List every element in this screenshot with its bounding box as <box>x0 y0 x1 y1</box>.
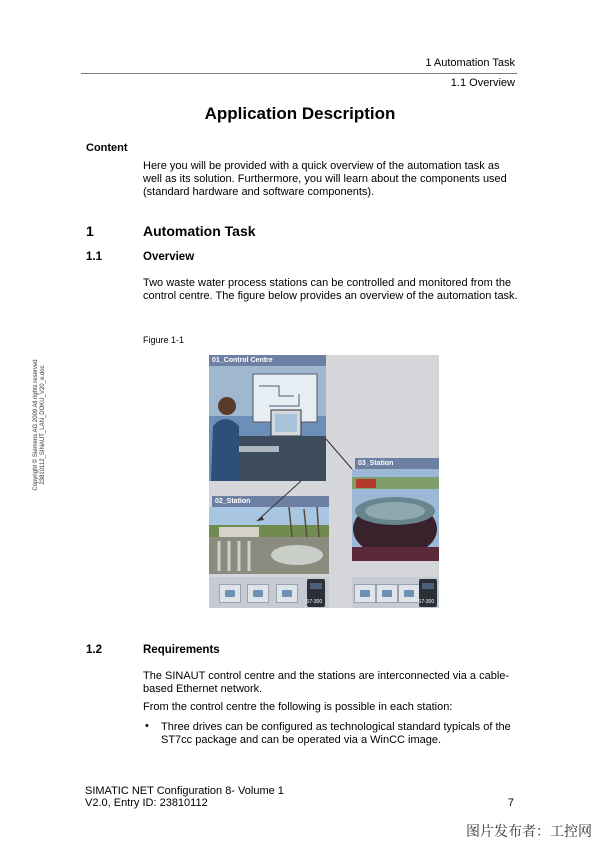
section-1-2-title: Requirements <box>143 644 220 656</box>
section-1-2-bullet-1: Three drives can be configured as technological standard typicals of the ST7cc package and can be operated via a WinCC image. <box>161 721 511 746</box>
footer-line-1: SIMATIC NET Configuration 8- Volume 1 <box>85 785 284 797</box>
section-1-1-title: Overview <box>143 251 195 263</box>
drive-module-icon <box>354 584 376 603</box>
plc-label: S7-300 <box>418 599 435 605</box>
drive-module-icon <box>247 584 269 603</box>
drive-module-icon <box>376 584 398 603</box>
watermark: 图片发布者：工控网 <box>466 823 592 839</box>
drive-module-icon <box>219 584 241 603</box>
station-03-modules <box>352 577 439 608</box>
content-text: Here you will be provided with a quick overview of the automation task as well as its solution. Furthermore, you will learn about the components used (standard hardware and software components). <box>143 160 507 198</box>
section-1-1-text: Two waste water process stations can be controlled and monitored from the control centre. The figure below provides an overview of the automation task. <box>143 277 518 302</box>
panel-title-station-02: 02_Station <box>212 496 329 507</box>
automation-overview-figure <box>209 355 439 608</box>
copyright-line-2: 23810112_SINAUT_LAN_DOKU_V20_e.doc <box>40 365 46 485</box>
footer-line-2: V2.0, Entry ID: 23810112 <box>85 797 208 809</box>
panel-title-control-centre: 01_Control Centre <box>209 355 326 366</box>
drive-module-icon <box>398 584 420 603</box>
panel-title-station-03: 03_Station <box>355 458 439 469</box>
copyright-notice <box>33 350 47 500</box>
document-title: Application Description <box>204 104 396 123</box>
content-label: Content <box>86 142 128 154</box>
running-header-section: 1.1 Overview <box>450 77 515 89</box>
drive-module-icon <box>276 584 298 603</box>
page-number: 7 <box>507 797 514 809</box>
bullet-marker: • <box>145 720 149 732</box>
section-1-title: Automation Task <box>143 223 256 239</box>
figure-caption: Figure 1-1 <box>143 335 185 345</box>
copyright-line-1: Copyright © Siemens AG 2009 All rights reserved <box>33 359 39 491</box>
section-1-2-para-1: The SINAUT control centre and the stations are interconnected via a cable-based Ethernet network. <box>143 670 510 695</box>
station-02-modules <box>209 577 329 608</box>
section-1-number: 1 <box>86 223 94 239</box>
header-rule <box>81 73 517 74</box>
network-connection-lines <box>209 355 439 608</box>
plc-label: S7-300 <box>306 599 323 605</box>
section-1-2-para-2: From the control centre the following is possible in each station: <box>143 701 453 713</box>
section-1-1-number: 1.1 <box>86 251 102 263</box>
section-1-2-number: 1.2 <box>86 644 102 656</box>
running-header-chapter: 1 Automation Task <box>425 57 515 69</box>
